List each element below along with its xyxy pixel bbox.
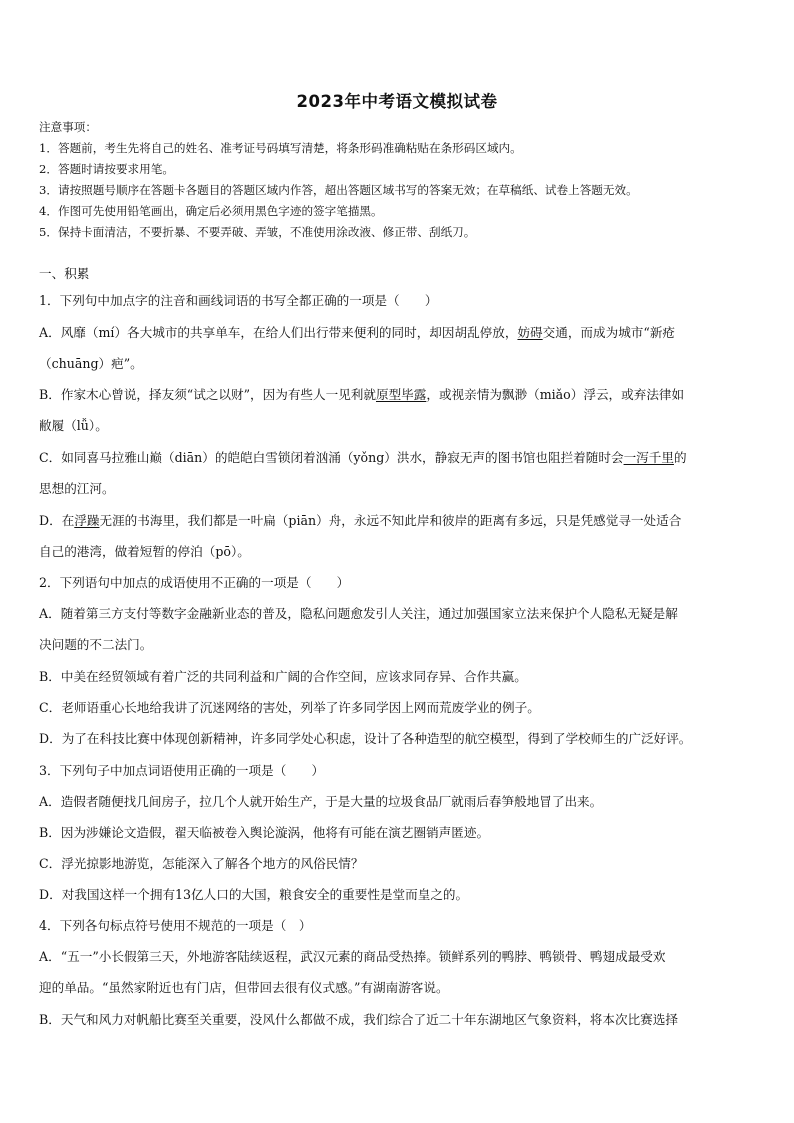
q1-stem: 1．下列句中加点字的注音和画线词语的书写全都正确的一项是（ ） — [39, 293, 438, 308]
q2-stem: 2．下列语句中加点的成语使用不正确的一项是（ ） — [39, 575, 350, 590]
q1-option-a — [39, 322, 675, 341]
q3-stem: 3．下列句子中加点词语使用正确的一项是（ ） — [39, 763, 325, 778]
q2-option-a-cont: 决问题的不二法门。 — [39, 637, 153, 652]
q1-option-c-cont: 思想的江河。 — [39, 481, 115, 496]
q3-option-b: B．因为涉嫌论文造假，翟天临被卷入舆论漩涡，他将有可能在演艺圈销声匿迹。 — [39, 825, 490, 840]
section-heading: 一、积累 — [39, 266, 90, 281]
notice-block — [39, 117, 769, 243]
q1-c-underlined: 一泻千里 — [623, 450, 674, 465]
q1-a-text: A．风靡（mí）各大城市的共享单车，在给人们出行带来便利的同时，却因胡乱停放， — [39, 325, 518, 340]
q1-d-text-end: 无涯的书海里，我们都是一叶扁（piān）舟，永远不知此岸和彼岸的距离有多远，只是凭感觉寻一处适合 — [99, 513, 682, 528]
q1-option-d — [39, 510, 681, 529]
q2-option-b: B．中美在经贸领域有着广泛的共同利益和广阔的合作空间，应该求同存异、合作共赢。 — [39, 669, 527, 684]
page-title: 2023年中考语文模拟试卷 — [296, 92, 498, 111]
q1-a-underlined: 妨碍 — [517, 325, 543, 340]
notice-item: 2．答题时请按要求用笔。 — [39, 162, 174, 176]
q1-option-c — [39, 447, 687, 466]
q2-option-d: D．为了在科技比赛中体现创新精神，许多同学处心积虑，设计了各种造型的航空模型，得到了学校师生的广泛好评。 — [39, 731, 692, 746]
q1-d-underlined: 浮躁 — [74, 513, 100, 528]
q1-option-b-cont: 敝履（lǚ）。 — [39, 418, 108, 433]
q1-option-a-cont: （chuāng）疤”。 — [39, 356, 143, 371]
q3-option-a: A．造假者随便找几间房子，拉几个人就开始生产，于是大量的垃圾食品厂就雨后春笋般地冒了出来。 — [39, 794, 603, 809]
q1-a-text-end: 交通，而成为城市“新疮 — [542, 325, 676, 340]
q1-option-b — [39, 384, 684, 403]
q2-option-a: A．随着第三方支付等数字金融新业态的普及，隐私问题愈发引人关注，通过加强国家立法来保护个人隐私无疑是解 — [39, 606, 678, 621]
q2-option-c: C．老师语重心长地给我讲了沉迷网络的害处，列举了许多同学因上网而荒废学业的例子。 — [39, 700, 540, 715]
notice-item: 1．答题前，考生先将自己的姓名、准考证号码填写清楚，将条形码准确粘贴在条形码区域内。 — [39, 141, 522, 155]
notice-item: 3．请按照题号顺序在答题卡各题目的答题区域内作答，超出答题区域书写的答案无效；在草稿纸、试卷上答题无效。 — [39, 183, 638, 197]
q4-option-a: A．“五一”小长假第三天，外地游客陆续返程，武汉元素的商品受热捧。锁鲜系列的鸭脖、鸭锁骨、鸭翅成最受欢 — [39, 949, 666, 964]
q1-c-text-end: 的 — [673, 450, 687, 465]
q4-option-a-cont: 迎的单品。“虽然家附近也有门店，但带回去很有仪式感。”有湖南游客说。 — [39, 980, 449, 995]
q1-c-text: C．如同喜马拉雅山巅（diān）的皑皑白雪锁闭着汹涌（yǒng）洪水，静寂无声的图书馆也阻拦着随时会 — [39, 450, 624, 465]
q3-option-c: C．浮光掠影地游览，怎能深入了解各个地方的风俗民情？ — [39, 856, 364, 871]
q4-option-b: B．天气和风力对帆船比赛至关重要，没风什么都做不成，我们综合了近二十年东湖地区气象资料，将本次比赛选择 — [39, 1012, 678, 1027]
q3-option-d: D．对我国这样一个拥有13亿人口的大国，粮食安全的重要性是堂而皇之的。 — [39, 887, 469, 902]
q4-stem: 4．下列各句标点符号使用不规范的一项是（ ） — [39, 918, 312, 933]
notice-item: 5．保持卡面清洁，不要折暴、不要弄破、弄皱，不准使用涂改液、修正带、刮纸刀。 — [39, 225, 476, 239]
q1-b-underlined: 原型毕露 — [375, 387, 427, 402]
q1-b-text-end: ，或视亲情为飘渺（miǎo）浮云，或弃法律如 — [426, 387, 685, 402]
q1-b-text: B．作家木心曾说，择友须“试之以财”，因为有些人一见利就 — [39, 387, 376, 402]
q1-option-d-cont: 自己的港湾，做着短暂的停泊（pō）。 — [39, 544, 250, 559]
notice-item: 4．作图可先使用铅笔画出，确定后必须用黑色字迹的签字笔描黑。 — [39, 204, 383, 218]
notice-heading: 注意事项： — [39, 120, 97, 134]
q1-d-text: D．在 — [39, 513, 75, 528]
